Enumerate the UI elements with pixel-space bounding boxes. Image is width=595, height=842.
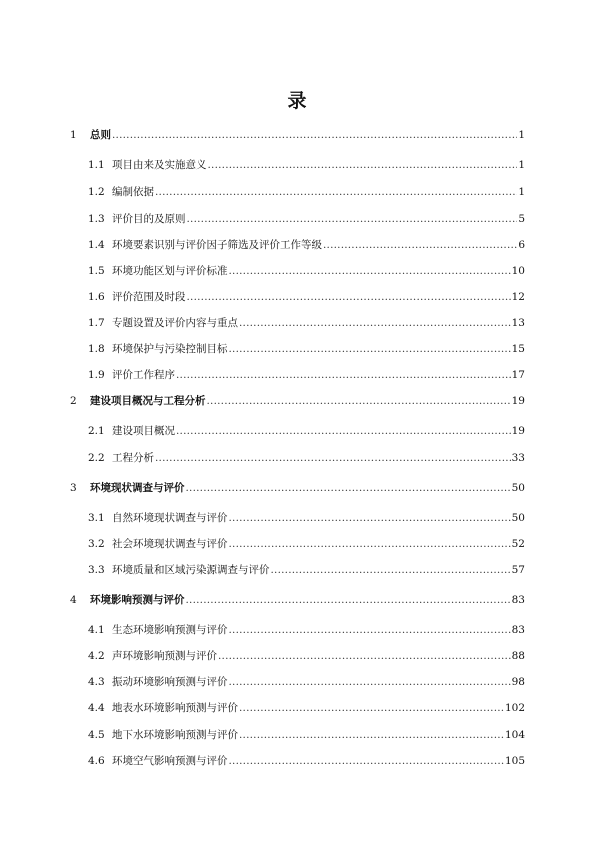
toc-dot-leader bbox=[187, 211, 518, 227]
toc-entry-number: 4.3 bbox=[88, 676, 105, 688]
toc-entry-label: 地表水环境影响预测与评价 bbox=[112, 702, 238, 714]
toc-section-entry[interactable] bbox=[88, 648, 525, 664]
toc-entry-page-number: 12 bbox=[511, 291, 525, 303]
toc-chapter-entry[interactable] bbox=[70, 592, 525, 608]
toc-section-entry[interactable] bbox=[88, 674, 525, 690]
toc-entry-page-number: 102 bbox=[504, 702, 525, 714]
toc-dot-leader bbox=[229, 753, 504, 769]
toc-dot-leader bbox=[155, 184, 517, 200]
toc-entry-label: 环境现状调查与评价 bbox=[90, 482, 185, 494]
toc-entry-number: 1.9 bbox=[88, 369, 105, 381]
toc-section-entry[interactable] bbox=[88, 263, 525, 279]
toc-entry-label: 声环境影响预测与评价 bbox=[112, 650, 217, 662]
toc-entry-page-number: 105 bbox=[504, 755, 525, 767]
toc-entry-number: 3.2 bbox=[88, 538, 105, 550]
toc-entry-number: 1.2 bbox=[88, 186, 105, 198]
toc-entry-page-number: 10 bbox=[511, 265, 525, 277]
toc-entry-page-number: 19 bbox=[511, 395, 525, 407]
toc-entry-number: 1.1 bbox=[88, 159, 105, 171]
toc-dot-leader bbox=[239, 315, 511, 331]
toc-section-entry[interactable] bbox=[88, 727, 525, 743]
toc-entry-page-number: 13 bbox=[511, 317, 525, 329]
toc-entry-page-number: 1 bbox=[518, 186, 525, 198]
toc-entry-page-number: 83 bbox=[511, 624, 525, 636]
toc-entry-label: 评价目的及原则 bbox=[112, 213, 186, 225]
toc-dot-leader bbox=[323, 237, 517, 253]
toc-entry-number: 1.3 bbox=[88, 213, 105, 225]
toc-entry-number: 1.7 bbox=[88, 317, 105, 329]
toc-entry-number: 4.4 bbox=[88, 702, 105, 714]
toc-entry-label: 社会环境现状调查与评价 bbox=[112, 538, 228, 550]
toc-entry-number: 1.5 bbox=[88, 265, 105, 277]
toc-section-entry[interactable] bbox=[88, 237, 525, 253]
page-title: 录 bbox=[287, 90, 308, 112]
toc-entry-page-number: 33 bbox=[511, 452, 525, 464]
toc-entry-number: 4.6 bbox=[88, 755, 105, 767]
toc-entry-number: 2.2 bbox=[88, 452, 105, 464]
toc-dot-leader bbox=[239, 700, 504, 716]
toc-entry-number: 3.1 bbox=[88, 512, 105, 524]
toc-dot-leader bbox=[229, 510, 511, 526]
toc-entry-number: 2.1 bbox=[88, 425, 105, 437]
toc-entry-page-number: 57 bbox=[511, 564, 525, 576]
toc-entry-number: 1.8 bbox=[88, 343, 105, 355]
toc-dot-leader bbox=[218, 648, 511, 664]
toc-dot-leader bbox=[176, 367, 511, 383]
toc-section-entry[interactable] bbox=[88, 700, 525, 716]
toc-chapter-entry[interactable] bbox=[70, 393, 525, 409]
toc-section-entry[interactable] bbox=[88, 211, 525, 227]
toc-chapter-entry[interactable] bbox=[70, 127, 525, 143]
toc-entry-label: 环境保护与污染控制目标 bbox=[112, 343, 228, 355]
toc-dot-leader bbox=[229, 622, 511, 638]
toc-dot-leader bbox=[229, 674, 511, 690]
toc-entry-page-number: 15 bbox=[511, 343, 525, 355]
toc-section-entry[interactable] bbox=[88, 289, 525, 305]
toc-entry-page-number: 104 bbox=[504, 729, 525, 741]
toc-entry-label: 编制依据 bbox=[112, 186, 154, 198]
toc-entry-label: 建设项目概况与工程分析 bbox=[90, 395, 206, 407]
toc-dot-leader bbox=[176, 423, 511, 439]
toc-section-entry[interactable] bbox=[88, 753, 525, 769]
toc-section-entry[interactable] bbox=[88, 341, 525, 357]
toc-entry-label: 项目由来及实施意义 bbox=[112, 159, 207, 171]
toc-section-entry[interactable] bbox=[88, 315, 525, 331]
toc-entry-page-number: 6 bbox=[518, 239, 525, 251]
toc-entry-number: 1.6 bbox=[88, 291, 105, 303]
toc-entry-number: 4.2 bbox=[88, 650, 105, 662]
toc-entry-label: 评价范围及时段 bbox=[112, 291, 186, 303]
toc-entry-label: 评价工作程序 bbox=[112, 369, 175, 381]
toc-dot-leader bbox=[112, 127, 517, 143]
toc-entry-number: 2 bbox=[70, 395, 77, 407]
toc-dot-leader bbox=[239, 727, 504, 743]
toc-entry-number: 1.4 bbox=[88, 239, 105, 251]
toc-dot-leader bbox=[186, 480, 511, 496]
toc-section-entry[interactable] bbox=[88, 184, 525, 200]
toc-entry-number: 3.3 bbox=[88, 564, 105, 576]
toc-chapter-entry[interactable] bbox=[70, 480, 525, 496]
toc-section-entry[interactable] bbox=[88, 562, 525, 578]
toc-entry-label: 环境要素识别与评价因子筛选及评价工作等级 bbox=[112, 239, 322, 251]
toc-entry-page-number: 52 bbox=[511, 538, 525, 550]
toc-entry-number: 4.5 bbox=[88, 729, 105, 741]
toc-section-entry[interactable] bbox=[88, 157, 525, 173]
toc-entry-number: 3 bbox=[70, 482, 77, 494]
toc-dot-leader bbox=[207, 393, 511, 409]
toc-entry-number: 4 bbox=[70, 594, 77, 606]
toc-dot-leader bbox=[229, 263, 511, 279]
toc-section-entry[interactable] bbox=[88, 536, 525, 552]
toc-entry-page-number: 98 bbox=[511, 676, 525, 688]
toc-dot-leader bbox=[155, 450, 511, 466]
toc-entry-label: 工程分析 bbox=[112, 452, 154, 464]
toc-dot-leader bbox=[186, 592, 511, 608]
toc-section-entry[interactable] bbox=[88, 622, 525, 638]
toc-entry-label: 总则 bbox=[90, 129, 111, 141]
toc-dot-leader bbox=[229, 341, 511, 357]
toc-entry-label: 专题设置及评价内容与重点 bbox=[112, 317, 238, 329]
toc-entry-page-number: 5 bbox=[518, 213, 525, 225]
toc-section-entry[interactable] bbox=[88, 423, 525, 439]
toc-section-entry[interactable] bbox=[88, 510, 525, 526]
toc-entry-page-number: 17 bbox=[511, 369, 525, 381]
toc-entry-page-number: 50 bbox=[511, 482, 525, 494]
toc-entry-label: 建设项目概况 bbox=[112, 425, 175, 437]
toc-entry-number: 1 bbox=[70, 129, 77, 141]
toc-dot-leader bbox=[229, 536, 511, 552]
toc-section-entry[interactable] bbox=[88, 367, 525, 383]
toc-entry-page-number: 83 bbox=[511, 594, 525, 606]
toc-entry-page-number: 1 bbox=[518, 129, 525, 141]
toc-entry-label: 地下水环境影响预测与评价 bbox=[112, 729, 238, 741]
toc-entry-label: 生态环境影响预测与评价 bbox=[112, 624, 228, 636]
toc-dot-leader bbox=[271, 562, 511, 578]
toc-entry-number: 4.1 bbox=[88, 624, 105, 636]
toc-entry-label: 振动环境影响预测与评价 bbox=[112, 676, 228, 688]
toc-entry-label: 自然环境现状调查与评价 bbox=[112, 512, 228, 524]
toc-entry-page-number: 50 bbox=[511, 512, 525, 524]
toc-section-entry[interactable] bbox=[88, 450, 525, 466]
toc-entry-label: 环境功能区划与评价标准 bbox=[112, 265, 228, 277]
toc-entry-label: 环境质量和区域污染源调查与评价 bbox=[112, 564, 270, 576]
toc-entry-page-number: 88 bbox=[511, 650, 525, 662]
toc-entry-label: 环境空气影响预测与评价 bbox=[112, 755, 228, 767]
toc-entry-page-number: 1 bbox=[518, 159, 525, 171]
toc-entry-label: 环境影响预测与评价 bbox=[90, 594, 185, 606]
toc-entry-page-number: 19 bbox=[511, 425, 525, 437]
toc-dot-leader bbox=[187, 289, 511, 305]
toc-dot-leader bbox=[208, 157, 518, 173]
